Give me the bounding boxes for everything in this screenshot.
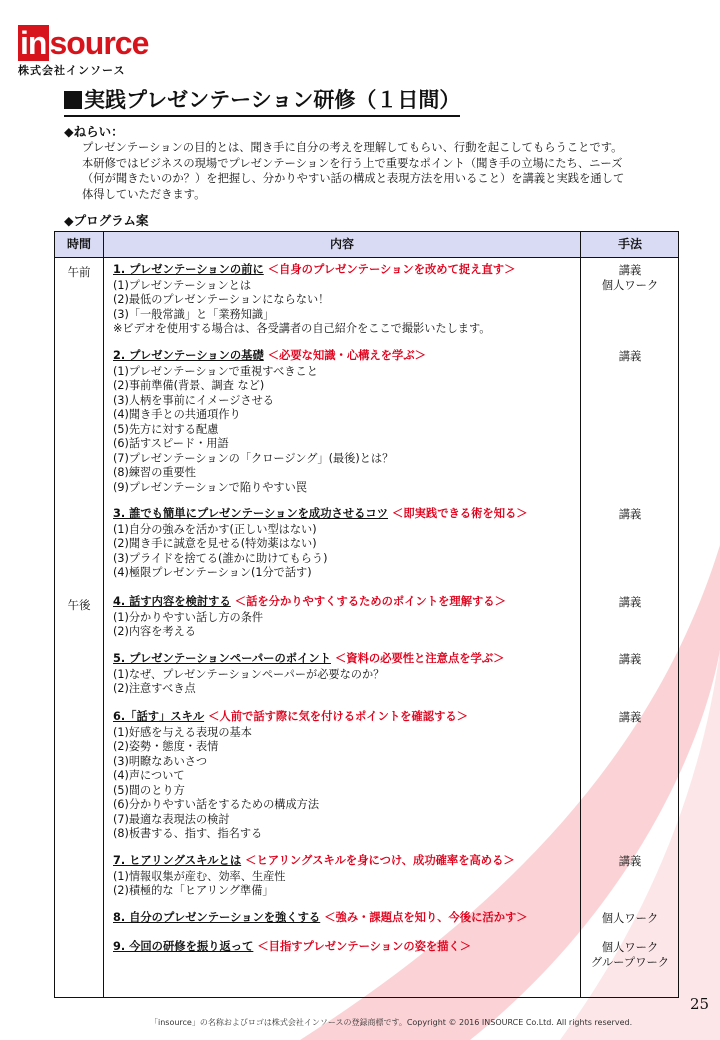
block-title: 1. プレゼンテーションの前に ＜自身のプレゼンテーションを改めて捉え直す＞	[113, 263, 516, 276]
list-item: (8)練習の重要性	[113, 466, 196, 479]
time-am: 午前	[67, 265, 91, 279]
column-header-content: 内容	[329, 237, 354, 251]
list-item: (2)内容を考える	[113, 625, 196, 638]
logo-company-name: 株式会社インソース	[18, 64, 126, 77]
list-item: ※ビデオを使用する場合は、各受講者の自己紹介をここで撮影いたします。	[113, 322, 491, 335]
column-header-time: 時間	[66, 237, 91, 251]
list-item: (2)聞き手に誠意を見せる(特効薬はない)	[113, 537, 317, 550]
block-title: 6.「話す」スキル ＜人前で話す際に気を付けるポイントを確認する＞	[113, 710, 468, 723]
program-heading: ◆プログラム案	[64, 213, 149, 228]
list-item: (3)「一般常識」と「業務知識」	[113, 307, 275, 321]
column-divider	[580, 232, 581, 997]
method-cell-9: 個人ワーク グループワーク	[590, 941, 670, 969]
block-title: 4. 話す内容を検討する ＜話を分かりやすくするためのポイントを理解する＞	[113, 595, 506, 608]
list-item: (1)好感を与える表現の基本	[113, 725, 252, 739]
program-block-2	[113, 349, 578, 495]
method-cell-6: 講義	[618, 711, 642, 724]
list-item: (4)極限プレゼンテーション(1分で話す)	[113, 566, 312, 579]
list-item: (7)プレゼンテーションの「クロージング」(最後)とは？	[113, 451, 394, 465]
method-cell-3: 講義	[618, 508, 642, 521]
aim-heading: ◆ねらい：	[64, 124, 124, 139]
list-item: (6)話すスピード・用語	[113, 437, 229, 450]
list-item: (2)事前準備(背景、調査 など)	[113, 379, 265, 392]
list-item: (1)自分の強みを活かす(正しい型はない)	[113, 522, 317, 536]
list-item: (3)プライドを捨てる(誰かに助けてもらう)	[113, 551, 328, 565]
list-item: (1)なぜ、プレゼンテーションペーパーが必要なのか？	[113, 667, 385, 681]
aim-line: 体得していただきます。	[82, 187, 206, 201]
logo-wordmark	[18, 27, 148, 59]
list-item: (2)注意すべき点	[113, 682, 196, 695]
logo-wordmark-rest: source	[49, 25, 149, 61]
block-title: 9. 今回の研修を振り返って ＜目指すプレゼンテーションの姿を描く＞	[113, 940, 472, 953]
aim-line: プレゼンテーションの目的とは、聞き手に自分の考えを理解してもらい、行動を起こしてもらうことです。	[82, 141, 623, 154]
list-item: (7)最適な表現法の検討	[113, 812, 230, 826]
block-title: 7. ヒアリングスキルとは ＜ヒアリングスキルを身につけ、成功確率を高める＞	[113, 854, 515, 867]
page-title	[64, 84, 460, 117]
program-block-7	[113, 854, 578, 899]
logo-wordmark-highlight: in	[18, 25, 49, 61]
method-cell-1: 講義 個人ワーク	[601, 264, 659, 292]
program-block-5	[113, 652, 578, 697]
time-pm: 午後	[67, 598, 91, 612]
method-cell-8: 個人ワーク	[601, 912, 659, 925]
method-cell-2: 講義	[618, 350, 642, 363]
column-divider	[103, 232, 104, 997]
list-item: (9)プレゼンテーションで陥りやすい罠	[113, 480, 307, 494]
list-item: (1)情報収集が産む、効率、生産性	[113, 869, 286, 883]
aim-text	[82, 140, 682, 202]
aim-line: （何が聞きたいのか？）を把握し、分かりやすい話の構成と表現方法を用いること）を講義と実践を通して	[82, 172, 625, 185]
program-block-6	[113, 710, 578, 842]
method-cell-5: 講義	[618, 653, 642, 666]
list-item: (1)プレゼンテーションで重視すべきこと	[113, 364, 318, 378]
list-item: (8)板書する、指す、指名する	[113, 827, 263, 840]
list-item: (4)聞き手との共通項作り	[113, 408, 241, 421]
program-block-3	[113, 507, 578, 581]
insource-logo	[18, 27, 148, 78]
program-block-4	[113, 595, 578, 640]
aim-line: 本研修ではビジネスの現場でプレゼンテーションを行う上で重要なポイント（聞き手の立場にたち、ニーズ	[82, 156, 623, 170]
footer-copyright: 「insource」の名称およびロゴは株式会社インソースの登録商標です。Copyright © 2016 INSOURCE Co.Ltd. All rights reserved.	[150, 1018, 633, 1027]
page-title-text: 実践プレゼンテーション研修（１日間）	[84, 88, 461, 112]
list-item: (5)間のとり方	[113, 783, 185, 797]
list-item: (1)プレゼンテーションとは	[113, 278, 252, 292]
column-header-method: 手法	[617, 237, 642, 251]
block-title: 8. 自分のプレゼンテーションを強くする ＜強み・課題点を知り、今後に活かす＞	[113, 911, 528, 924]
program-block-1	[113, 263, 578, 337]
program-block-9	[113, 940, 578, 956]
list-item: (3)明瞭なあいさつ	[113, 754, 208, 768]
list-item: (3)人柄を事前にイメージさせる	[113, 393, 274, 407]
block-title: 3. 誰でも簡単にプレゼンテーションを成功させるコツ ＜即実践できる術を知る＞	[113, 507, 528, 520]
program-table	[54, 231, 679, 998]
list-item: (4)声について	[113, 769, 185, 782]
list-item: (6)分かりやすい話をするための構成方法	[113, 798, 320, 811]
page-number: 25	[690, 995, 710, 1013]
method-cell-7: 講義	[618, 855, 642, 868]
list-item: (2)姿勢・態度・表情	[113, 740, 219, 753]
list-item: (2)積極的な「ヒアリング準備」	[113, 884, 274, 897]
list-item: (5)先方に対する配慮	[113, 422, 219, 436]
block-title: 2. プレゼンテーションの基礎 ＜必要な知識・心構えを学ぶ＞	[113, 349, 426, 362]
list-item: (1)分かりやすい話し方の条件	[113, 610, 264, 624]
title-square-icon	[64, 91, 82, 109]
program-block-8	[113, 911, 578, 927]
method-cell-4: 講義	[618, 596, 642, 609]
table-header	[55, 232, 678, 258]
list-item: (2)最低のプレゼンテーションにならない！	[113, 293, 330, 306]
block-title: 5. プレゼンテーションペーパーのポイント ＜資料の必要性と注意点を学ぶ＞	[113, 652, 505, 665]
